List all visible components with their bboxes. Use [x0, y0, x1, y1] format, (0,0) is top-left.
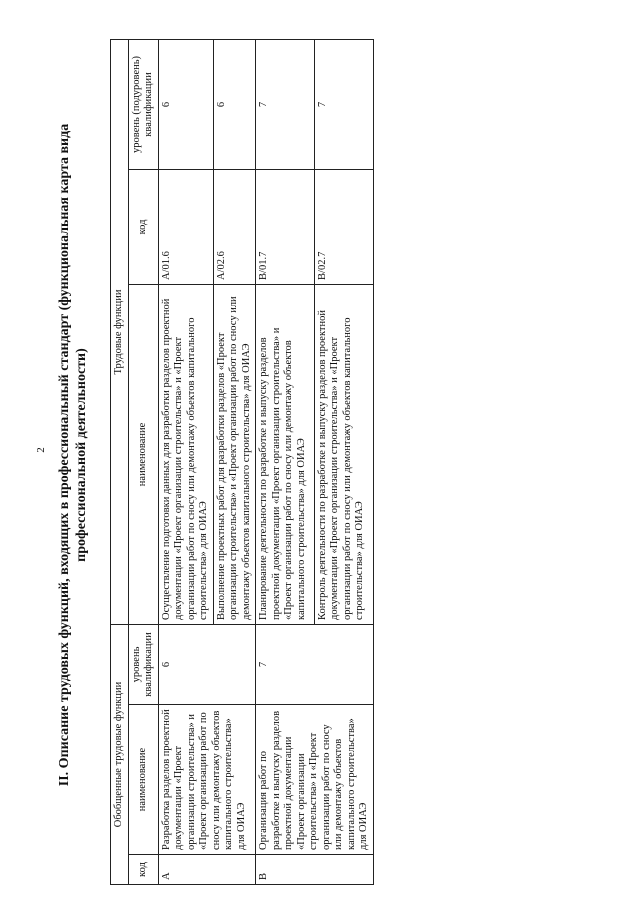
function-code: A/02.6: [213, 169, 256, 284]
heading-line-1: II. Описание трудовых функций, входящих в профессиональный стандарт (функциональная карта вида: [57, 123, 72, 787]
function-code: B/02.7: [314, 169, 373, 284]
function-name: Планирование деятельности по разработке и выпуску разделов проектной документации «Проект организации строительства» и «Проект организации работ по сносу или демонтажу объектов капитального строительства» для ОИАЭ: [256, 284, 315, 624]
page-number: 2: [34, 447, 47, 453]
table-row: [256, 39, 315, 884]
col-tf-level: уровень (подуровень) квалификации: [128, 39, 158, 169]
group-name: Организация работ по разработке и выпуску разделов проектной документации «Проект организации строительства» и «Проект организации работ по сносу или демонтажу объектов капитального строительства» для ОИАЭ: [256, 705, 374, 855]
group-code: B: [256, 855, 374, 885]
col-tf-code: код: [128, 169, 158, 284]
group-header-row: [111, 39, 129, 884]
function-name: Выполнение проектных работ для разработки разделов «Проект организации строительства» и «Проект организации работ по сносу или демонтажу объектов капитального строительства» для ОИАЭ: [213, 284, 256, 624]
section-heading: [56, 105, 90, 805]
labor-functions-header: Трудовые функции: [111, 39, 129, 624]
function-name: Контроль деятельности по разработке и выпуску разделов проектной документации «Проект организации строительства» и «Проект организации работ по сносу или демонтажу объектов капитального строительства» для ОИАЭ: [314, 284, 373, 624]
function-code: A/01.6: [158, 169, 213, 284]
column-header-row: [128, 39, 158, 884]
col-name: наименование: [128, 705, 158, 855]
function-code: B/01.7: [256, 169, 315, 284]
col-tf-name: наименование: [128, 284, 158, 624]
col-level: уровень квалификации: [128, 624, 158, 704]
group-code: A: [158, 855, 256, 885]
function-name: Осуществление подготовки данных для разработки разделов проектной документации «Проект организации строительства» и «Проект организации работ по сносу или демонтажу объектов капитального строительства» для ОИАЭ: [158, 284, 213, 624]
function-level: 6: [158, 39, 213, 169]
group-name: Разработка разделов проектной документации «Проект организации строительства» и «Проект организации работ по сносу или демонтажу объектов капитального строительства» для ОИАЭ: [158, 705, 256, 855]
generalized-functions-header: Обобщенные трудовые функции: [111, 624, 129, 884]
group-level: 6: [158, 624, 256, 704]
col-code: код: [128, 855, 158, 885]
functional-map-table: [110, 39, 374, 885]
function-level: 7: [314, 39, 373, 169]
group-level: 7: [256, 624, 374, 704]
table-row: [158, 39, 213, 884]
function-level: 6: [213, 39, 256, 169]
function-level: 7: [256, 39, 315, 169]
heading-line-2: профессиональной деятельности): [74, 348, 89, 562]
